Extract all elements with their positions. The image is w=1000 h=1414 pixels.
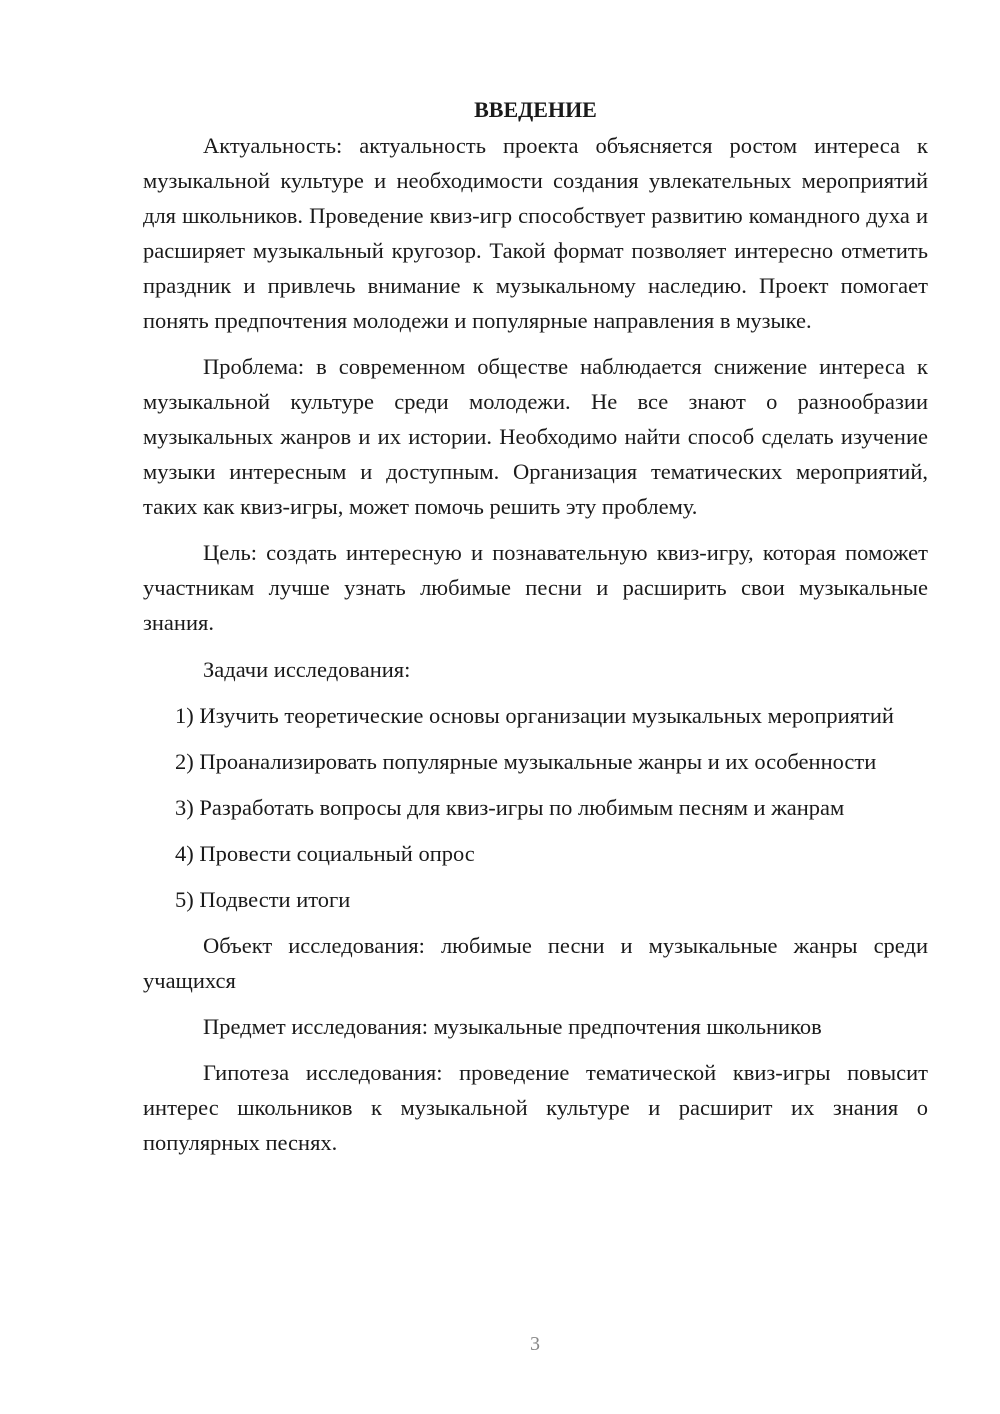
list-item: 1) Изучить теоретические основы организации музыкальных мероприятий: [175, 703, 894, 728]
document-page: [143, 95, 928, 1160]
section-title: ВВЕДЕНИЕ: [474, 97, 597, 122]
tasks-heading: Задачи исследования:: [203, 657, 411, 682]
paragraph-object: Объект исследования: любимые песни и музыкальные жанры среди учащихся: [143, 933, 928, 993]
page-number: 3: [530, 1333, 540, 1355]
list-item: 3) Разработать вопросы для квиз-игры по любимым песням и жанрам: [175, 795, 845, 820]
paragraph-subject: Предмет исследования: музыкальные предпочтения школьников: [203, 1014, 822, 1039]
paragraph-problem: Проблема: в современном обществе наблюдается снижение интереса к музыкальной культуре среди молодежи. Не все знают о разнообразии музыкальных жанров и их истории. Необходимо найти способ сделать изучение музыки интересным и доступным. Организация тематических мероприятий, таких как квиз-игры, может помочь решить эту проблему.: [143, 354, 928, 519]
tasks-list: [143, 698, 928, 917]
list-item: 2) Проанализировать популярные музыкальные жанры и их особенности: [175, 749, 877, 774]
list-item: 5) Подвести итоги: [175, 887, 351, 912]
list-item: 4) Провести социальный опрос: [175, 841, 475, 866]
paragraph-relevance: Актуальность: актуальность проекта объясняется ростом интереса к музыкальной культуре и необходимости создания увлекательных мероприятий для школьников. Проведение квиз-игр способствует развитию командного духа и расширяет музыкальный кругозор. Такой формат позволяет интересно отметить праздник и привлечь внимание к музыкальному наследию. Проект помогает понять предпочтения молодежи и популярные направления в музыке.: [143, 133, 928, 333]
paragraph-hypothesis: Гипотеза исследования: проведение тематической квиз-игры повысит интерес школьников к музыкальной культуре и расширит их знания о популярных песнях.: [143, 1060, 928, 1155]
paragraph-goal: Цель: создать интересную и познавательную квиз-игру, которая поможет участникам лучше узнать любимые песни и расширить свои музыкальные знания.: [143, 540, 928, 635]
